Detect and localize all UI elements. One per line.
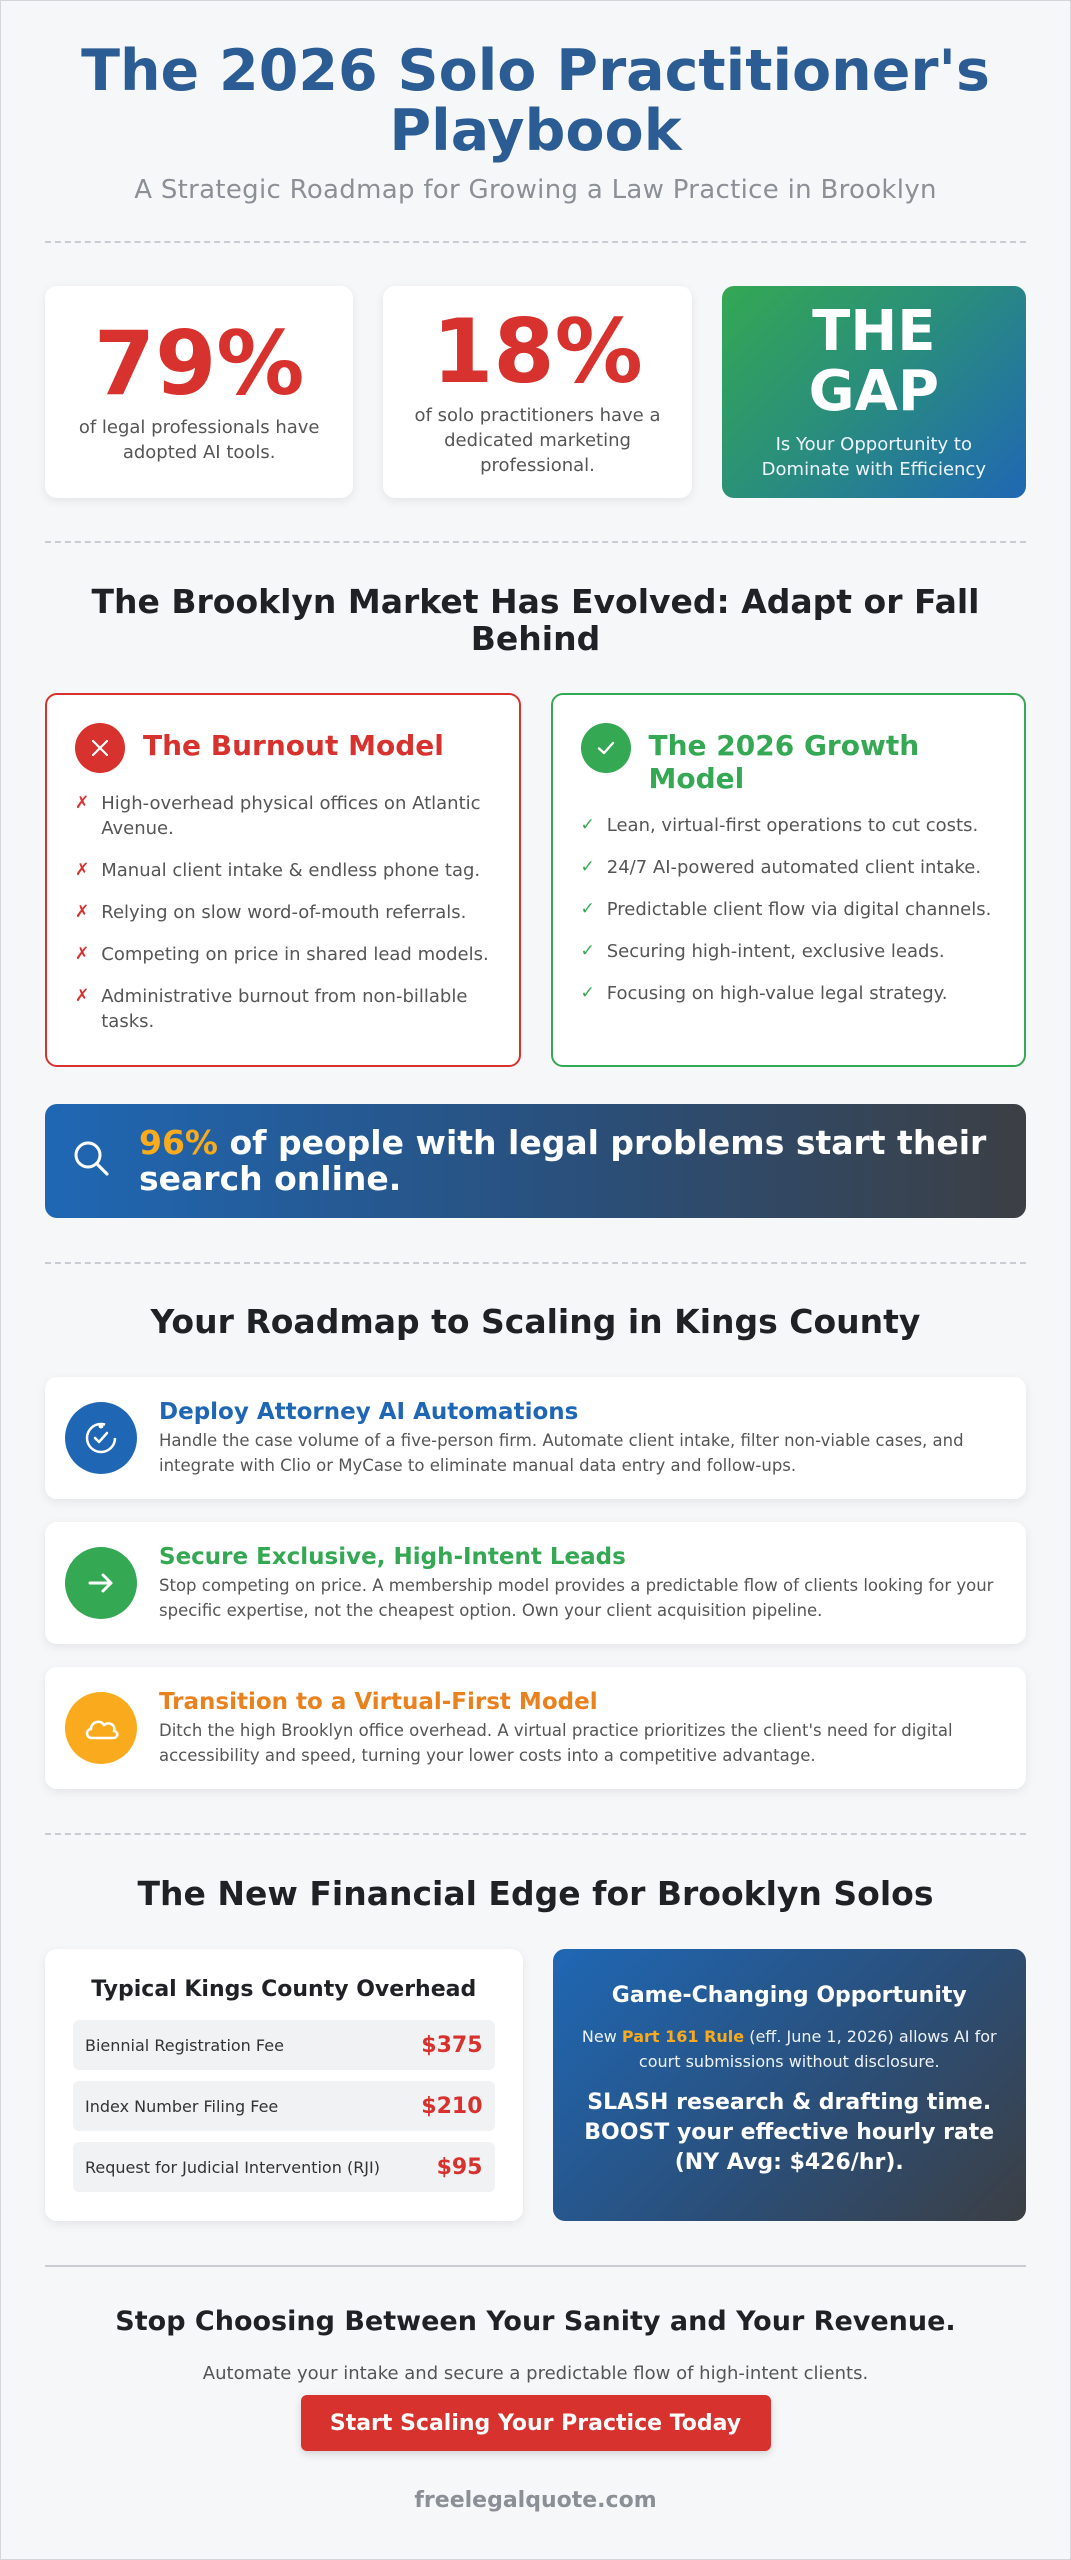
checkmark-icon: ✓: [580, 983, 595, 1003]
checkmark-icon: ✓: [580, 857, 595, 877]
list-item: ✗ Competing on price in shared lead models.: [75, 944, 489, 965]
ai-automation-icon: [65, 1402, 137, 1474]
x-icon: [75, 723, 125, 773]
stat-value: 79%: [93, 312, 305, 415]
stat-text: of legal professionals have adopted AI tools.: [78, 417, 320, 463]
fee-amount: $210: [421, 2093, 483, 2119]
section-divider: [45, 541, 1026, 543]
financial-row: [45, 1949, 1026, 2221]
check-icon: [581, 723, 631, 773]
growth-list: [581, 813, 997, 1006]
list-item: ✓ Securing high-intent, exclusive leads.: [580, 941, 945, 962]
roadmap-step-virtual: [45, 1667, 1026, 1789]
list-item: ✗ Administrative burnout from non-billable tasks.: [75, 986, 468, 1032]
roadmap-step-ai: [45, 1377, 1026, 1499]
fee-name: Biennial Registration Fee: [85, 2035, 284, 2055]
list-item: ✓ Focusing on high-value legal strategy.: [580, 983, 948, 1004]
cross-icon: ✗: [75, 860, 90, 880]
step-title: Deploy Attorney AI Automations: [159, 1399, 579, 1425]
cross-icon: ✗: [75, 986, 90, 1006]
section-divider: [45, 1262, 1026, 1264]
banner-text: 96% of people with legal problems start their search online.: [139, 1123, 987, 1198]
stat-value: 18%: [432, 299, 643, 403]
stat-text: of solo practitioners have a dedicated marketing professional.: [414, 404, 661, 476]
stat-card-marketing: [383, 286, 691, 498]
fee-row: [73, 2020, 495, 2070]
cta-subtitle: Automate your intake and secure a predictable flow of high-intent clients.: [202, 2363, 869, 2384]
step-title: Secure Exclusive, High-Intent Leads: [159, 1544, 626, 1570]
models-row: [45, 693, 1026, 1067]
rule-text: New Part 161 Rule (eff. June 1, 2026) allows AI for court submissions without disclosure.: [581, 2027, 997, 2071]
section-divider: [45, 2265, 1026, 2267]
cross-icon: ✗: [75, 944, 90, 964]
step-title: Transition to a Virtual-First Model: [159, 1689, 598, 1715]
financial-heading: The New Financial Edge for Brooklyn Solos: [137, 1874, 934, 1913]
page-title: The 2026 Solo Practitioner's Playbook: [81, 38, 990, 164]
cta-title: Stop Choosing Between Your Sanity and Your Revenue.: [115, 2306, 956, 2337]
list-item: ✓ Lean, virtual-first operations to cut costs.: [580, 815, 979, 836]
growth-model-title: The 2026 Growth Model: [648, 729, 920, 795]
gap-card: [722, 286, 1026, 498]
stat-card-ai: [45, 286, 353, 498]
burnout-list: [75, 791, 491, 1034]
burnout-model-title: The Burnout Model: [143, 729, 444, 762]
step-text: Stop competing on price. A membership model provides a predictable flow of clients looking for your specific expertise, not the cheapest option. Own your client acquisition pipeline.: [159, 1576, 994, 1620]
arrow-right-icon: [65, 1547, 137, 1619]
opportunity-title: Game-Changing Opportunity: [611, 1983, 967, 2008]
roadmap-step-leads: [45, 1522, 1026, 1644]
list-item: ✓ 24/7 AI-powered automated client intake.: [580, 857, 982, 878]
list-item: ✗ High-overhead physical offices on Atlantic Avenue.: [75, 793, 481, 839]
gap-text: Is Your Opportunity to Dominate with Efficiency: [761, 434, 986, 480]
cross-icon: ✗: [75, 902, 90, 922]
search-icon: [69, 1136, 115, 1186]
step-text: Handle the case volume of a five-person firm. Automate client intake, filter non-viable cases, and integrate with Clio or MyCase to eliminate manual data entry and follow-ups.: [159, 1431, 964, 1475]
fee-name: Request for Judicial Intervention (RJI): [85, 2157, 380, 2177]
cross-icon: ✗: [75, 793, 90, 813]
roadmap-heading: Your Roadmap to Scaling in Kings County: [150, 1302, 921, 1341]
search-stat-banner: [45, 1104, 1026, 1218]
market-heading: The Brooklyn Market Has Evolved: Adapt or Fall Behind: [91, 582, 980, 658]
checkmark-icon: ✓: [580, 899, 595, 919]
footer-site[interactable]: freelegalquote.com: [414, 2488, 657, 2513]
fee-row: [73, 2081, 495, 2131]
list-item: ✗ Relying on slow word-of-mouth referrals.: [75, 902, 467, 923]
opportunity-card: [553, 1949, 1027, 2221]
gap-title: THE GAP: [808, 299, 939, 424]
fee-name: Index Number Filing Fee: [85, 2096, 279, 2116]
section-divider: [45, 241, 1026, 243]
list-item: ✓ Predictable client flow via digital channels.: [580, 899, 992, 920]
section-divider: [45, 1833, 1026, 1835]
cloud-icon: [65, 1692, 137, 1764]
growth-model-card: [551, 693, 1027, 1067]
cta-button-wrap: [45, 2395, 1026, 2451]
start-scaling-button[interactable]: Start Scaling Your Practice Today: [301, 2395, 771, 2451]
list-item: ✗ Manual client intake & endless phone tag.: [75, 860, 481, 881]
checkmark-icon: ✓: [580, 941, 595, 961]
step-text: Ditch the high Brooklyn office overhead. A virtual practice prioritizes the client's need for digital accessibility and speed, turning your lower costs into a competitive advantage.: [159, 1721, 953, 1765]
overhead-title: Typical Kings County Overhead: [91, 1977, 477, 2002]
fee-row: [73, 2142, 495, 2192]
stats-row: [45, 286, 1026, 498]
slash-text: SLASH research & drafting time. BOOST your effective hourly rate (NY Avg: $426/hr).: [584, 2090, 995, 2175]
page-subtitle: A Strategic Roadmap for Growing a Law Practice in Brooklyn: [134, 175, 937, 205]
overhead-card: [45, 1949, 523, 2221]
fee-amount: $375: [421, 2032, 483, 2058]
fee-amount: $95: [436, 2154, 483, 2180]
checkmark-icon: ✓: [580, 815, 595, 835]
burnout-model-card: [45, 693, 521, 1067]
